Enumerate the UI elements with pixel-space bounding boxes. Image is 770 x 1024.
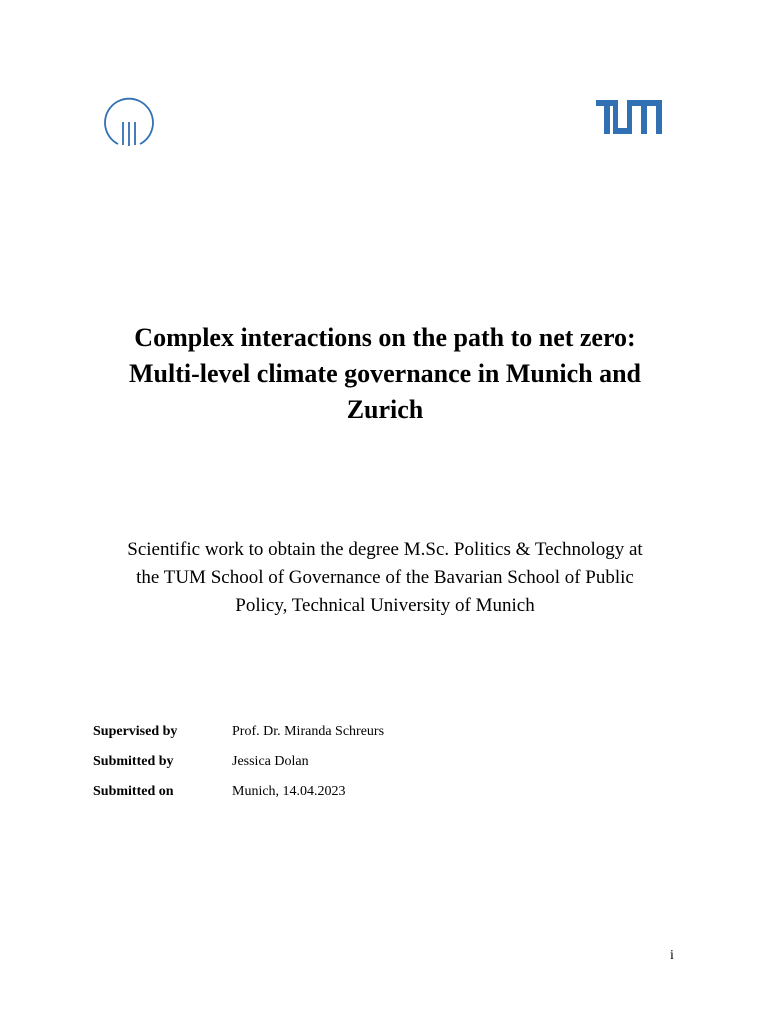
seal-icon [102,96,156,150]
submission-date-label: Submitted on [93,784,174,799]
page-number: i [670,948,674,963]
author-label: Submitted by [93,754,174,769]
tum-logo [596,100,662,134]
degree-statement [70,536,700,620]
title-line-3: Zurich [346,395,424,424]
subtitle-line-2: the TUM School of Governance of the Bavarian School of Public [136,567,634,588]
tum-logo-icon [596,100,662,134]
submission-date-value: Munich, 14.04.2023 [232,784,346,799]
subtitle-line-3: Policy, Technical University of Munich [235,595,535,616]
document-title [60,320,710,428]
author-value: Jessica Dolan [232,754,309,769]
university-seal-logo [102,96,156,150]
title-line-1: Complex interactions on the path to net zero: [134,323,636,352]
subtitle-line-1: Scientific work to obtain the degree M.Sc. Politics & Technology at [127,539,643,560]
supervisor-value: Prof. Dr. Miranda Schreurs [232,724,385,739]
supervisor-label: Supervised by [93,724,178,739]
title-line-2: Multi-level climate governance in Munich and [128,359,641,388]
